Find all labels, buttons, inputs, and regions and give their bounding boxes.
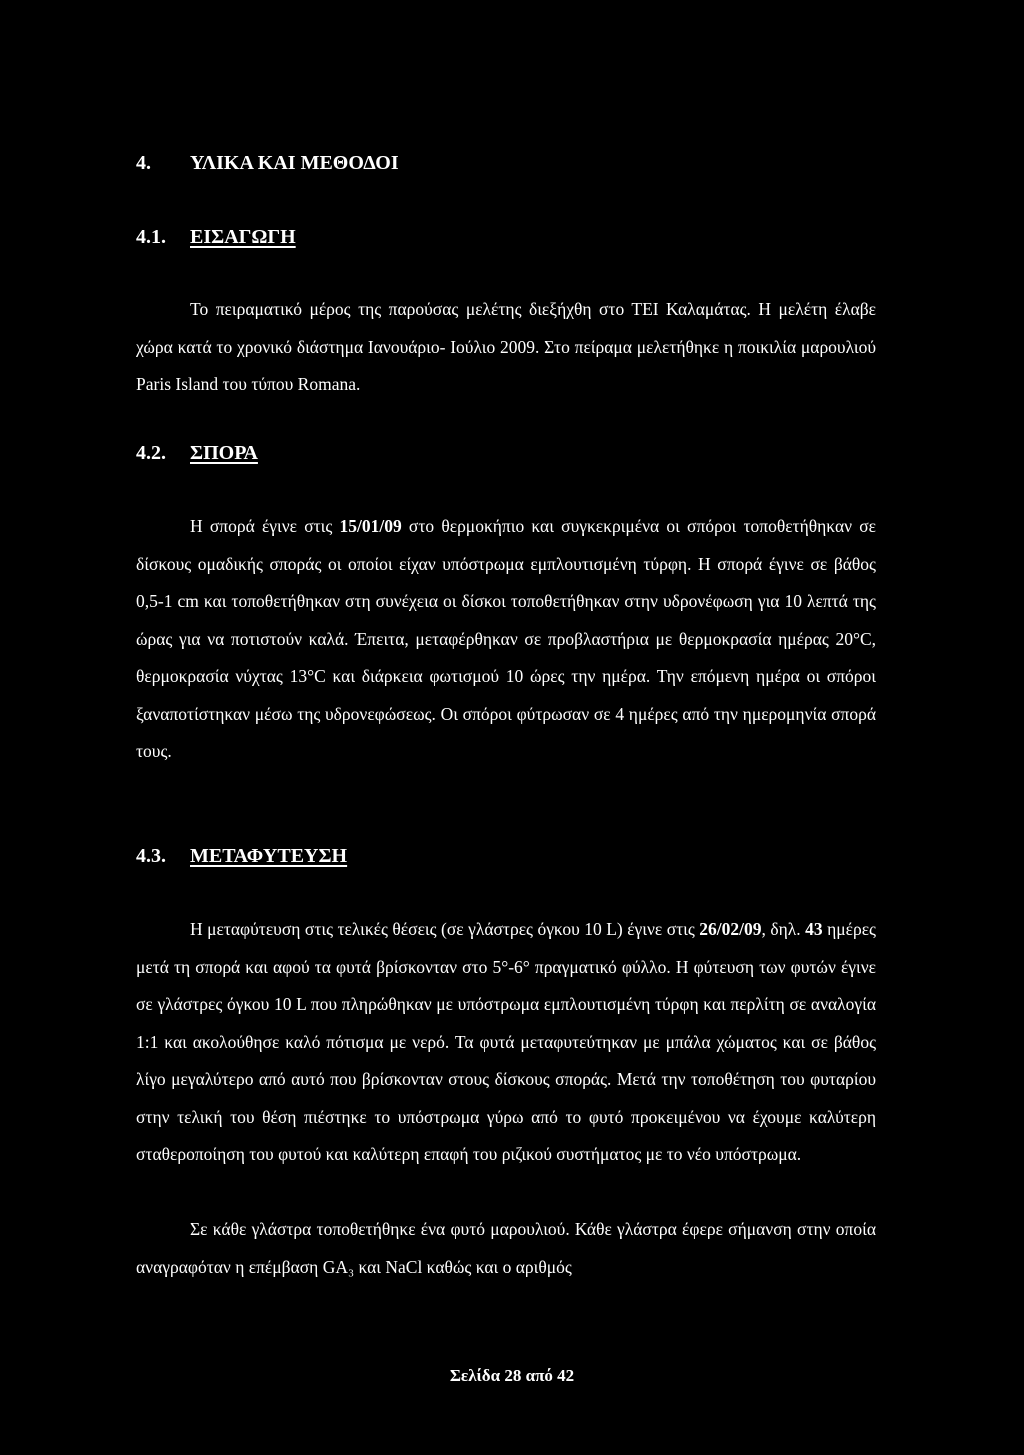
sowing-text-a: Η σπορά έγινε στις	[190, 516, 340, 536]
section-number: 4.	[136, 152, 151, 174]
section-number: 4.1.	[136, 226, 166, 248]
transplant-date: 26/02/09	[699, 919, 762, 939]
section-title: ΕΙΣΑΓΩΓΗ	[190, 226, 296, 248]
section-title: ΣΠΟΡΑ	[190, 442, 258, 464]
section-number: 4.3.	[136, 845, 166, 867]
transplant-text-c: ημέρες μετά τη σπορά και αφού τα φυτά βρίσκονταν στο 5°-6° πραγματικό φύλλο. Η φύτευση των φυτών έγινε σε γλάστρες όγκου 10 L που πληρώθηκαν με υπόστρωμα εμπλουτισμένη τύρφη και περλίτη σε αναλογία 1:1 και ακολούθησε καλό πότισμα με νερό. Τα φυτά μεταφυτεύτηκαν με μπάλα χώματος και σε βάθος λίγο μεγαλύτερο από αυτό που βρίσκονταν στους δίσκους σποράς. Μετά την τοποθέτηση του φυταρίου στην τελική του θέση πιέστηκε το υπόστρωμα γύρω από το φυτό προκειμένου να έχουμε καλύτερη σταθεροποίηση του φυτού και καλύτερη επαφή του ριζικού συστήματος με το νέο υπόστρωμα.	[136, 919, 876, 1164]
transplant-paragraph-2	[136, 1211, 876, 1286]
sowing-date: 15/01/09	[339, 516, 402, 536]
transplant-text-b: , δηλ.	[761, 919, 806, 939]
transplant-text-p2: Σε κάθε γλάστρα τοποθετήθηκε ένα φυτό μαρουλιού. Κάθε γλάστρα έφερε σήμανση στην οποία αναγραφόταν η επέμβαση GA₃ και NaCl καθώς και ο αριθμός	[136, 1219, 876, 1277]
transplant-paragraph-1	[136, 911, 876, 1174]
section-heading-4-3	[136, 845, 347, 868]
section-number: 4.2.	[136, 442, 166, 464]
section-title: ΜΕΤΑΦΥΤΕΥΣΗ	[190, 845, 348, 867]
section-title: ΥΛΙΚΑ ΚΑΙ ΜΕΘΟΔΟΙ	[190, 152, 399, 174]
transplant-text-a: Η μεταφύτευση στις τελικές θέσεις (σε γλάστρες όγκου 10 L) έγινε στις	[190, 919, 700, 939]
section-heading-4-2	[136, 442, 258, 465]
page-footer	[0, 1366, 1024, 1386]
page-number-label: Σελίδα 28 από 42	[449, 1366, 575, 1385]
transplant-days: 43	[805, 919, 823, 939]
sowing-text-b: στο θερμοκήπιο και συγκεκριμένα οι σπόροι τοποθετήθηκαν σε δίσκους ομαδικής σποράς οι οποίοι είχαν υπόστρωμα εμπλουτισμένη τύρφη. Η σπορά έγινε σε βάθος 0,5-1 cm και τοποθετήθηκαν στη συνέχεια οι δίσκοι τοποθετήθηκαν στην υδρονέφωση για 10 λεπτά της ώρας για να ποτιστούν καλά. Έπειτα, μεταφέρθηκαν σε προβλαστήρια με θερμοκρασία ημέρας 20°C, θερμοκρασία νύχτας 13°C και διάρκεια φωτισμού 10 ώρες την ημέρα. Την επόμενη ημέρα οι σπόροι ξαναποτίστηκαν μέσω της υδρονεφώσεως. Οι σπόροι φύτρωσαν σε 4 ημέρες από την ημερομηνία σπορά τους.	[136, 516, 876, 761]
section-heading-4	[136, 152, 399, 175]
intro-text: Το πειραματικό μέρος της παρούσας μελέτης διεξήχθη στο ΤΕΙ Καλαμάτας. Η μελέτη έλαβε χώρα κατά το χρονικό διάστημα Ιανουάριο- Ιούλιο 2009. Στο πείραμα μελετήθηκε η ποικιλία μαρουλιού Paris Island του τύπου Romana.	[136, 299, 876, 394]
sowing-paragraph	[136, 508, 876, 771]
intro-paragraph	[136, 291, 876, 404]
section-heading-4-1	[136, 226, 296, 249]
